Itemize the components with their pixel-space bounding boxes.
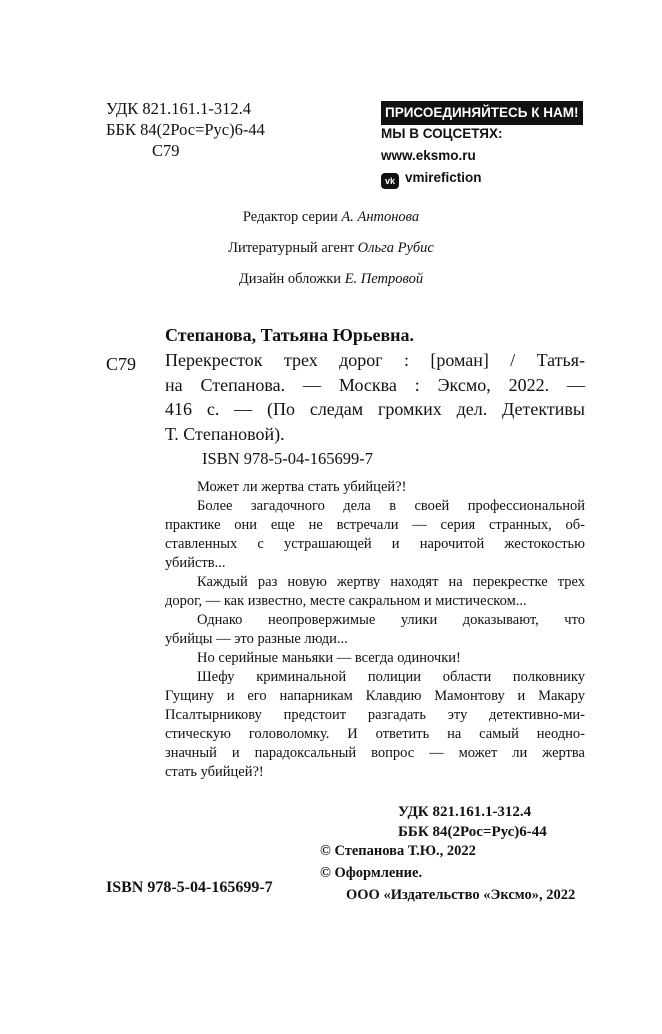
- annotation-line: дорог, — как известно, месте сакральном и мистическом...: [165, 593, 527, 609]
- credit-cover-design: Дизайн обложки Е. Петровой: [238, 271, 424, 287]
- bibliographic-description: [165, 348, 585, 446]
- annotation-line: Псалтырникову предстоит разгадать эту детективно-ми-: [165, 707, 585, 723]
- annotation-line: Может ли жертва стать убийцей?!: [197, 479, 407, 495]
- bbk-code: ББК 84(2Рос=Рус)6-44: [106, 120, 265, 139]
- annotation-line: Но серийные маньяки — всегда одиночки!: [197, 650, 461, 666]
- annotation-line: убийств...: [165, 555, 226, 571]
- vk-handle: vmirefiction: [405, 170, 482, 185]
- annotation-line: Однако неопровержимые улики доказывают, что: [197, 612, 585, 628]
- annotation-line: Более загадочного дела в своей профессиональной: [197, 498, 585, 514]
- annotation-line: ставленных с устрашающей и нарочитой жестокостью: [165, 536, 585, 552]
- copyright-block: [320, 840, 575, 906]
- copyright-design: © Оформление.: [320, 865, 423, 881]
- site-link[interactable]: www.eksmo.ru: [381, 148, 476, 163]
- annotation-line: стать убийцей?!: [165, 764, 264, 780]
- social-subtitle: МЫ В СОЦСЕТЯХ:: [381, 126, 503, 141]
- biblio-line: на Степанова. — Москва : Эксмо, 2022. —: [165, 374, 585, 395]
- annotation-line: практике они еще не встречали — серия странных, об-: [165, 517, 585, 533]
- biblio-line: 416 с. — (По следам громких дел. Детективы: [165, 399, 585, 419]
- copyright-publisher: ООО «Издательство «Эксмо», 2022: [346, 887, 576, 903]
- credit-editor: Редактор серии А. Антонова: [242, 209, 420, 225]
- bottom-codes: [398, 802, 547, 842]
- annotation-line: Каждый раз новую жертву находят на перекрестке трех: [197, 574, 585, 590]
- join-banner: ПРИСОЕДИНЯЙТЕСЬ К НАМ!: [381, 101, 583, 125]
- vk-link[interactable]: [381, 167, 583, 189]
- bottom-udk: УДК 821.161.1-312.4: [398, 804, 532, 820]
- annotation-line: Гущину и его напарникам Клавдию Мамонтову и Макару: [165, 688, 585, 704]
- annotation-line: Шефу криминальной полиции области полковнику: [197, 669, 585, 685]
- biblio-line: Т. Степановой).: [165, 423, 285, 444]
- bottom-bbk: ББК 84(2Рос=Рус)6-44: [398, 824, 547, 840]
- classification-codes: [106, 98, 265, 161]
- biblio-line: Перекресток трех дорог : [роман] / Татья-: [165, 350, 585, 370]
- author-mark-side: С79: [106, 354, 137, 374]
- copyright-author: © Степанова Т.Ю., 2022: [320, 843, 476, 859]
- udk-code: УДК 821.161.1-312.4: [106, 99, 252, 118]
- vk-icon: vk: [381, 173, 399, 189]
- author-mark: С79: [152, 141, 180, 160]
- credit-agent: Литературный агент Ольга Рубис: [228, 240, 434, 256]
- annotation-line: стическую головоломку. И ответить на самый неодно-: [165, 726, 585, 742]
- credits: [0, 202, 662, 295]
- annotation: [165, 478, 585, 782]
- isbn-bottom: ISBN 978-5-04-165699-7: [106, 879, 273, 896]
- annotation-line: убийцы — это разные люди...: [165, 631, 348, 647]
- social-block: [381, 101, 583, 189]
- author-heading: Степанова, Татьяна Юрьевна.: [165, 325, 415, 345]
- annotation-line: значный и парадоксальный вопрос — может ли жертва: [165, 745, 585, 761]
- isbn-middle: ISBN 978-5-04-165699-7: [202, 449, 373, 468]
